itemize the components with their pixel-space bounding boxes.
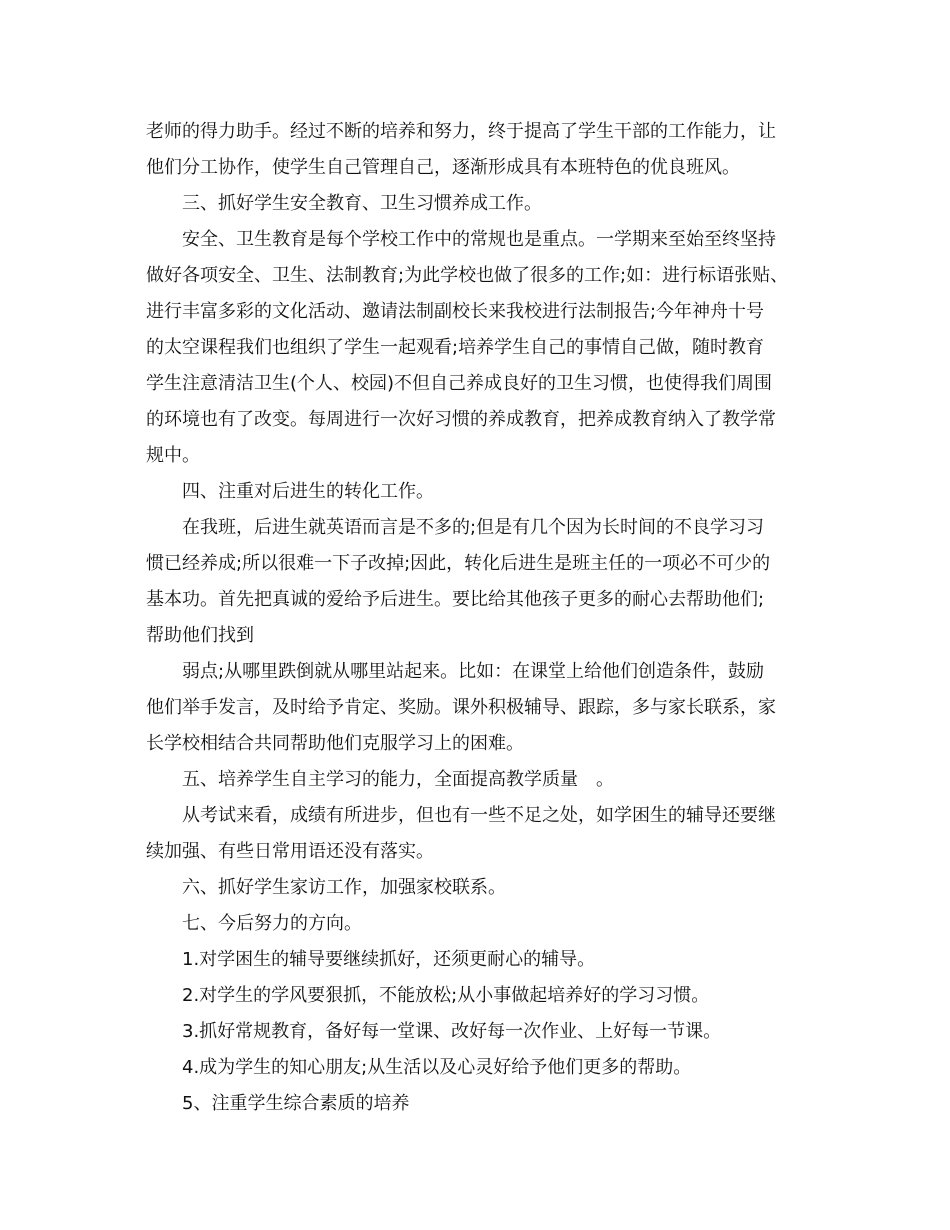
text-line: 续加强、有些日常用语还没有落实。 <box>146 841 434 862</box>
text-line: 学生注意清洁卫生(个人、校园)不但自己养成良好的卫生习惯，也使得我们周围 <box>146 373 773 394</box>
section-heading: 三、抓好学生安全教育、卫生习惯养成工作。 <box>182 193 542 214</box>
text-line: 的环境也有了改变。每周进行一次好习惯的养成教育，把养成教育纳入了教学常 <box>146 409 776 430</box>
text-line: 的太空课程我们也组织了学生一起观看;培养学生自己的事情自己做，随时教育 <box>146 337 765 358</box>
text-line: 安全、卫生教育是每个学校工作中的常规也是重点。一学期来至始至终坚持 <box>182 229 776 250</box>
text-line: 在我班，后进生就英语而言是不多的;但是有几个因为长时间的不良学习习 <box>182 517 765 538</box>
list-item: 2.对学生的学风要狠抓，不能放松;从小事做起培养好的学习习惯。 <box>182 985 710 1006</box>
text-line: 基本功。首先把真诚的爱给予后进生。要比给其他孩子更多的耐心去帮助他们; <box>146 589 765 610</box>
text-line: 长学校相结合共同帮助他们克服学习上的困难。 <box>146 733 524 754</box>
text-line: 他们分工协作，使学生自己管理自己，逐渐形成具有本班特色的优良班风。 <box>146 157 740 178</box>
document-body <box>146 114 818 1122</box>
text-line: 规中。 <box>146 445 200 466</box>
text-line: 帮助他们找到 <box>146 625 254 646</box>
list-item: 3.抓好常规教育，备好每一堂课、改好每一次作业、上好每一节课。 <box>182 1021 722 1042</box>
list-item: 5、注重学生综合素质的培养 <box>182 1093 410 1114</box>
text-line: 老师的得力助手。经过不断的培养和努力，终于提高了学生干部的工作能力，让 <box>146 121 776 142</box>
section-heading: 五、培养学生自主学习的能力，全面提高教学质量 。 <box>182 769 614 790</box>
text-line: 弱点;从哪里跌倒就从哪里站起来。比如：在课堂上给他们创造条件，鼓励 <box>182 661 765 682</box>
section-heading: 六、抓好学生家访工作，加强家校联系。 <box>182 877 506 898</box>
section-heading: 四、注重对后进生的转化工作。 <box>182 481 434 502</box>
text-line: 惯已经养成;所以很难一下子改掉;因此，转化后进生是班主任的一项必不可少的 <box>146 553 771 574</box>
text-line: 做好各项安全、卫生、法制教育;为此学校也做了很多的工作;如：进行标语张贴、 <box>146 265 789 286</box>
text-line: 从考试来看，成绩有所进步，但也有一些不足之处，如学困生的辅导还要继 <box>182 805 776 826</box>
text-line: 进行丰富多彩的文化活动、邀请法制副校长来我校进行法制报告;今年神舟十号 <box>146 301 765 322</box>
list-item: 4.成为学生的知心朋友;从生活以及心灵好给予他们更多的帮助。 <box>182 1057 692 1078</box>
text-line: 他们举手发言，及时给予肯定、奖励。课外积极辅导、跟踪，多与家长联系，家 <box>146 697 776 718</box>
section-heading: 七、今后努力的方向。 <box>182 913 362 934</box>
list-item: 1.对学困生的辅导要继续抓好，还须更耐心的辅导。 <box>182 949 596 970</box>
